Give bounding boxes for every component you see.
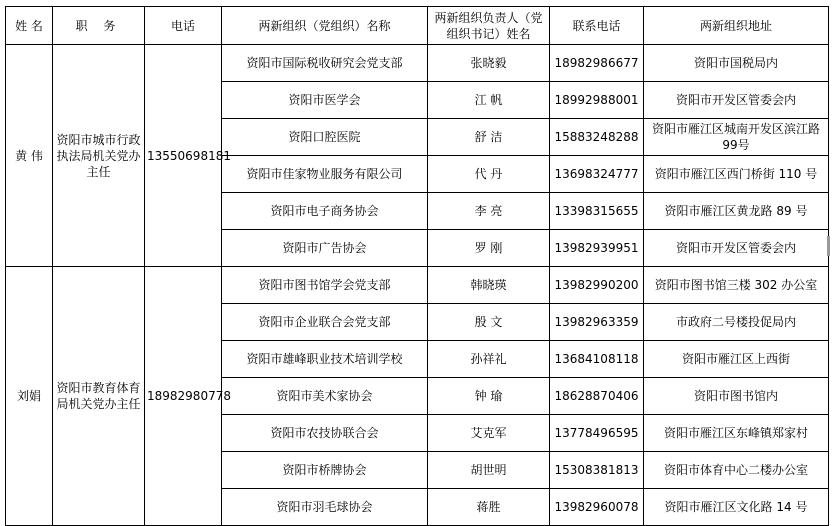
org-name: 资阳市雄峰职业技术培训学校: [222, 341, 428, 378]
scroll-edge-marker: [827, 236, 830, 256]
org-name: 资阳市医学会: [222, 82, 428, 119]
header-org-name: 两新组织（党组织）名称: [222, 7, 428, 45]
liaison-phone: 13550698181: [145, 45, 222, 267]
org-address: 资阳市雁江区城南开发区滨江路99号: [644, 119, 829, 156]
liaison-name: 黄 伟: [6, 45, 53, 267]
org-name: 资阳市佳家物业服务有限公司: [222, 156, 428, 193]
liaison-position: 资阳市城市行政执法局机关党办主任: [53, 45, 145, 267]
contact-table: [5, 6, 829, 526]
org-address: 资阳市图书馆三楼 302 办公室: [644, 267, 829, 304]
contact-phone: 13398315655: [550, 193, 644, 230]
leader-name: 舒 洁: [428, 119, 550, 156]
contact-phone: 18982986677: [550, 45, 644, 82]
org-address: 资阳市雁江区文化路 14 号: [644, 489, 829, 526]
header-address: 两新组织地址: [644, 7, 829, 45]
table-row: [6, 45, 829, 82]
liaison-phone: 18982980778: [145, 267, 222, 526]
org-address: 资阳市国税局内: [644, 45, 829, 82]
leader-name: 胡世明: [428, 452, 550, 489]
header-phone: 电话: [145, 7, 222, 45]
leader-name: 罗 刚: [428, 230, 550, 267]
leader-name: 艾克军: [428, 415, 550, 452]
contact-phone: 15883248288: [550, 119, 644, 156]
contact-phone: 13698324777: [550, 156, 644, 193]
table-row: [6, 267, 829, 304]
contact-phone: 13982939951: [550, 230, 644, 267]
contact-phone: 18628870406: [550, 378, 644, 415]
org-address: 资阳市雁江区上西街: [644, 341, 829, 378]
header-contact-phone: 联系电话: [550, 7, 644, 45]
leader-name: 蒋胜: [428, 489, 550, 526]
leader-name: 江 帆: [428, 82, 550, 119]
contact-phone: 13982990200: [550, 267, 644, 304]
org-name: 资阳市美术家协会: [222, 378, 428, 415]
org-address: 资阳市雁江区西门桥街 110 号: [644, 156, 829, 193]
org-name: 资阳市电子商务协会: [222, 193, 428, 230]
leader-name: 韩晓瑛: [428, 267, 550, 304]
contact-phone: 15308381813: [550, 452, 644, 489]
contact-phone: 18992988001: [550, 82, 644, 119]
liaison-name: 刘娟: [6, 267, 53, 526]
org-name: 资阳市企业联合会党支部: [222, 304, 428, 341]
org-name: 资阳市国际税收研究会党支部: [222, 45, 428, 82]
org-address: 资阳市图书馆内: [644, 378, 829, 415]
header-leader: 两新组织负责人（党组织书记）姓名: [428, 7, 550, 45]
org-name: 资阳市羽毛球协会: [222, 489, 428, 526]
contact-phone: 13684108118: [550, 341, 644, 378]
leader-name: 殷 文: [428, 304, 550, 341]
leader-name: 钟 瑜: [428, 378, 550, 415]
org-address: 资阳市雁江区黄龙路 89 号: [644, 193, 829, 230]
org-name: 资阳市农技协联合会: [222, 415, 428, 452]
org-address: 资阳市开发区管委会内: [644, 82, 829, 119]
org-name: 资阳市桥牌协会: [222, 452, 428, 489]
org-address: 市政府二号楼投促局内: [644, 304, 829, 341]
liaison-position: 资阳市教育体育局机关党办主任: [53, 267, 145, 526]
org-address: 资阳市雁江区东峰镇郑家村: [644, 415, 829, 452]
contact-phone: 13778496595: [550, 415, 644, 452]
header-name: 姓 名: [6, 7, 53, 45]
leader-name: 代 丹: [428, 156, 550, 193]
leader-name: 孙祥礼: [428, 341, 550, 378]
org-name: 资阳口腔医院: [222, 119, 428, 156]
header-row: [6, 7, 829, 45]
contact-phone: 13982960078: [550, 489, 644, 526]
org-address: 资阳市开发区管委会内: [644, 230, 829, 267]
leader-name: 李 亮: [428, 193, 550, 230]
org-name: 资阳市广告协会: [222, 230, 428, 267]
header-position: 职 务: [53, 7, 145, 45]
contact-phone: 13982963359: [550, 304, 644, 341]
leader-name: 张晓毅: [428, 45, 550, 82]
org-address: 资阳市体育中心二楼办公室: [644, 452, 829, 489]
org-name: 资阳市图书馆学会党支部: [222, 267, 428, 304]
